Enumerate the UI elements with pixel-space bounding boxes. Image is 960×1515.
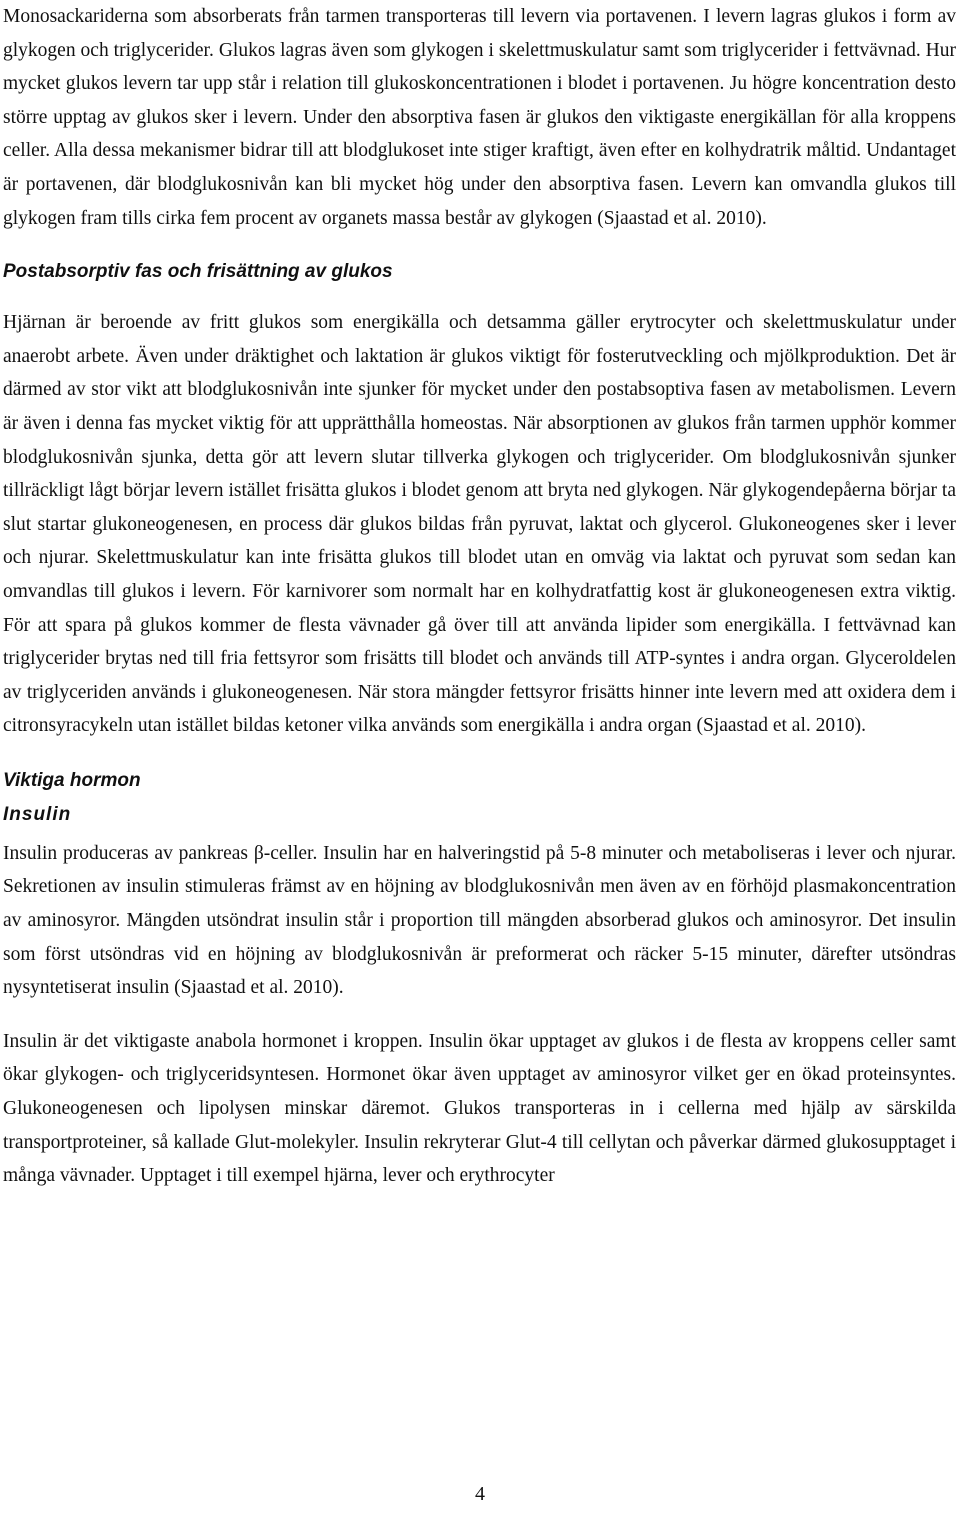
heading-postabsorptive-phase: Postabsorptiv fas och frisättning av glukos — [3, 261, 393, 283]
paragraph-insulin-anabolic: Insulin är det viktigaste anabola hormonet i kroppen. Insulin ökar upptaget av glukos i de flesta av kroppens celler samt ökar glykogen- och triglyceridsyntesen. Hormonet ökar även upptaget av aminosyror vilket ger en ökad proteinsyntes. Glukoneogenesen och lipolysen minskar däremot. Glukos transporteras in i cellerna med hjälp av särskilda transportproteiner, så kallade Glut-molekyler. Insulin rekryterar Glut-4 till cellytan och påverkar därmed glukosupptaget i många vävnader. Upptaget i till exempel hjärna, lever och erythrocyter — [3, 1030, 956, 1187]
paragraph-postabsorptive: Hjärnan är beroende av fritt glukos som energikälla och detsamma gäller erytrocyter och skelettmuskulatur under anaerobt arbete. Även under dräktighet och laktation är glukos viktigt för fosterutveckling och mjölkproduktion. Det är därmed av stor vikt att blodglukosnivån inte sjunker för mycket under den postabsoptiva fasen av metabolismen. Levern är även i denna fas mycket viktig för att upprätthålla homeostas. När absorptionen av glukos från tarmen upphör kommer blodglukosnivån sjunka, detta gör att levern slutar tillverka glykogen och triglycerider. Om blodglukosnivån sjunker tillräckligt lågt börjar levern istället frisätta glukos i blodet genom att bryta ned glykogen. När glykogendepåerna börjar ta slut startar glukoneogenesen, en process där glukos bildas från pyruvat, laktat och glycerol. Glukoneogenes sker i lever och njurar. Skelettmuskulatur kan inte frisätta glukos till blodet utan en omväg via laktat och pyruvat som sedan kan omvandlas till glukos i levern. För karnivorer som normalt har en kolhydratfattig kost är glukoneogenesen extra viktig. För att spara på glukos kommer de flesta vävnader gå över till att använda lipider som energikälla. I fettvävnad kan triglycerider brytas ned till fria fettsyror som frisätts till blodet och används till ATP-syntes i andra organ. Glyceroldelen av triglyceriden används i glukoneogenesen. När stora mängder fettsyror frisätts hinner inte levern med att oxidera dem i citronsyracykeln utan istället bildas ketoner vilka används som energikälla i andra organ (Sjaastad et al. 2010). — [3, 312, 956, 737]
paragraph-insulin-production: Insulin produceras av pankreas β-celler. Insulin har en halveringstid på 5-8 minuter och metaboliseras i lever och njurar. Sekretionen av insulin stimuleras främst av en höjning av blodglukosnivån men även av en förhöjd plasmakoncentration av aminosyror. Mängden utsöndrat insulin står i proportion till mängden absorberad glukos och aminosyror. Det insulin som först utsöndras vid en höjning av blodglukosnivån är preformerat och räcker 5-15 minuter, därefter utsöndras nysyntetiserat insulin (Sjaastad et al. 2010). — [3, 842, 956, 999]
page-number: 4 — [475, 1483, 485, 1505]
heading-important-hormones: Viktiga hormon — [3, 769, 141, 791]
subheading-insulin: Insulin — [3, 803, 72, 825]
paragraph-absorption: Monosackariderna som absorberats från tarmen transporteras till levern via portavenen. I levern lagras glukos i form av glykogen och triglycerider. Glukos lagras även som glykogen i skelettmuskulatur samt som triglycerider i fettvävnad. Hur mycket glukos levern tar upp står i relation till glukoskoncentrationen i blodet i portavenen. Ju högre koncentration desto större upptag av glukos sker i levern. Under den absorptiva fasen är glukos den viktigaste energikällan för alla kroppens celler. Alla dessa mekanismer bidrar till att blodglukoset inte stiger kraftigt, även efter en kolhydratrik måltid. Undantaget är portavenen, där blodglukosnivån kan bli mycket hög under den absorptiva fasen. Levern kan omvandla glukos till glykogen fram tills cirka fem procent av organets massa består av glykogen (Sjaastad et al. 2010). — [3, 6, 956, 229]
